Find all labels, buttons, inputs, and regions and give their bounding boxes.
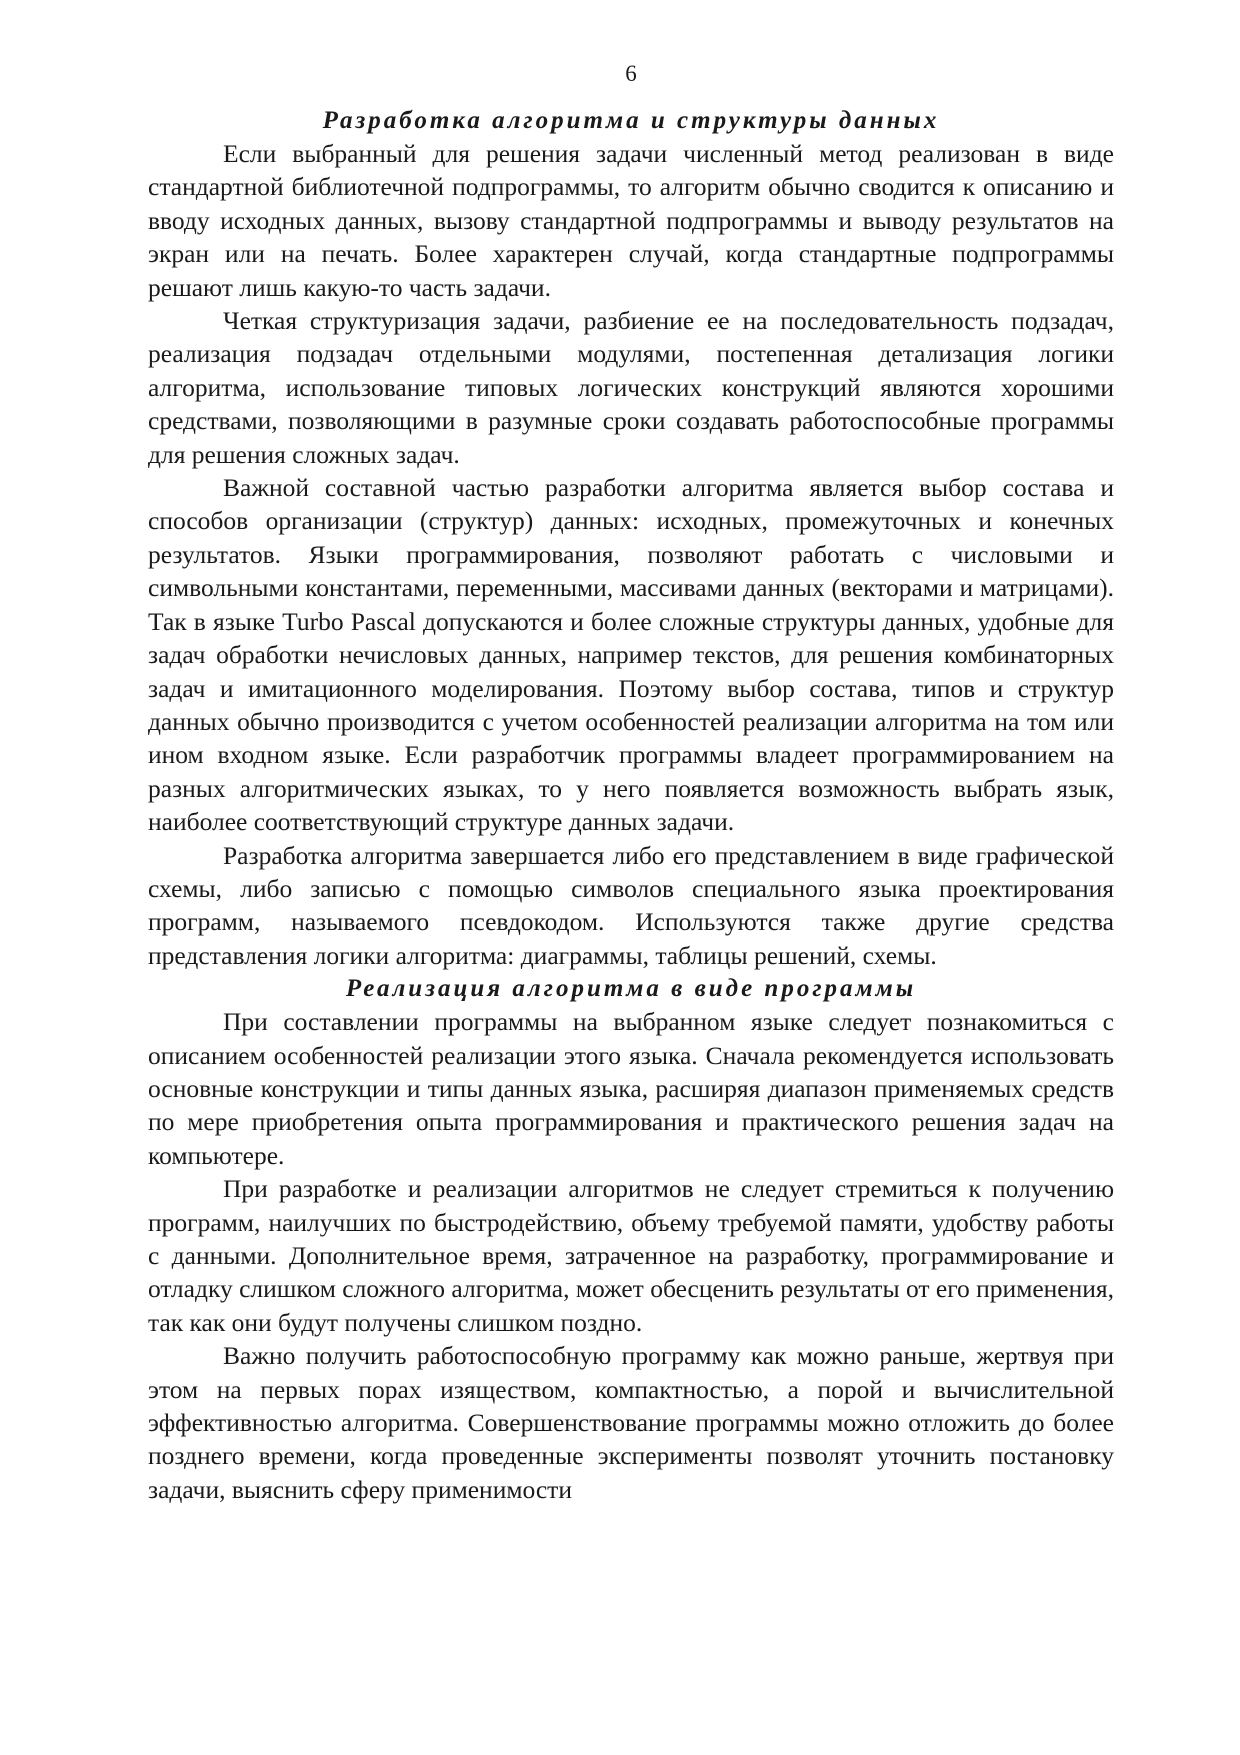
paragraph: Важной составной частью разработки алгоритма является выбор состава и способов организации (структур) данных: исходных, промежуточных и конечных результатов. Языки программирования, позволяют работать с числовыми и символьными константами, переменными, массивами данных (векторами и матрицами). Так в языке Turbo Pascal допускаются и более сложные структуры данных, удобные для задач обработки нечисловых данных, например текстов, для решения комбинаторных задач и имитационного моделирования. Поэтому выбор состава, типов и структур данных обычно производится с учетом особенностей реализации алгоритма на том или ином входном языке. Если разработчик программы владеет программированием на разных алгоритмических языках, то у него появляется возможность выбрать язык, наиболее соответствующий структуре данных задачи.	[148, 473, 1114, 837]
page-number: 6	[625, 61, 637, 86]
paragraph: При разработке и реализации алгоритмов не следует стремиться к получению программ, наилучших по быстродействию, объему требуемой памяти, удобству работы с данными. Дополнительное время, затраченное на разработку, программирование и отладку слишком сложного алгоритма, может обесценить результаты от его применения, так как они будут получены слишком поздно.	[148, 1174, 1115, 1337]
paragraph: Разработка алгоритма завершается либо его представлением в виде графической схемы, либо записью с помощью символов специального языка проектирования программ, называемого псевдокодом. Используются также другие средства представления логики алгоритма: диаграммы, таблицы решений, схемы.	[148, 840, 1114, 970]
section-heading: Разработка алгоритма и структуры данных	[322, 107, 940, 134]
section-heading: Реализация алгоритма в виде программы	[345, 975, 917, 1003]
section-algorithm-implementation	[148, 972, 1114, 1506]
paragraph: Важно получить работоспособную программу как можно раньше, жертвуя при этом на первых порах изяществом, компактностью, а порой и вычислительной эффективностью алгоритма. Совершенствование программы можно отложить до более позднего времени, когда проведенные эксперименты позволят уточнить постановку задачи, выяснить сферу применимости	[148, 1341, 1114, 1504]
document-page	[148, 56, 1114, 1506]
paragraph: При составлении программы на выбранном языке следует познакомиться с описанием особенностей реализации этого языка. Сначала рекомендуется использовать основные конструкции и типы данных языка, расширяя диапазон применяемых средств по мере приобретения опыта программирования и практического решения задач на компьютере.	[148, 1007, 1114, 1170]
paragraph: Если выбранный для решения задачи численный метод реализован в виде стандартной библиотечной подпрограммы, то алгоритм обычно сводится к описанию и вводу исходных данных, вызову стандартной подпрограммы и выводу результатов на экран или на печать. Более характерен случай, когда стандартные подпрограммы решают лишь какую-то часть задачи.	[148, 139, 1114, 302]
section-algorithm-design	[148, 104, 1114, 972]
paragraph: Четкая структуризация задачи, разбиение ее на последовательность подзадач, реализация подзадач отдельными модулями, постепенная детализация логики алгоритма, использование типовых логических конструкций являются хорошими средствами, позволяющими в разумные сроки создавать работоспособные программы для решения сложных задач.	[148, 306, 1114, 469]
